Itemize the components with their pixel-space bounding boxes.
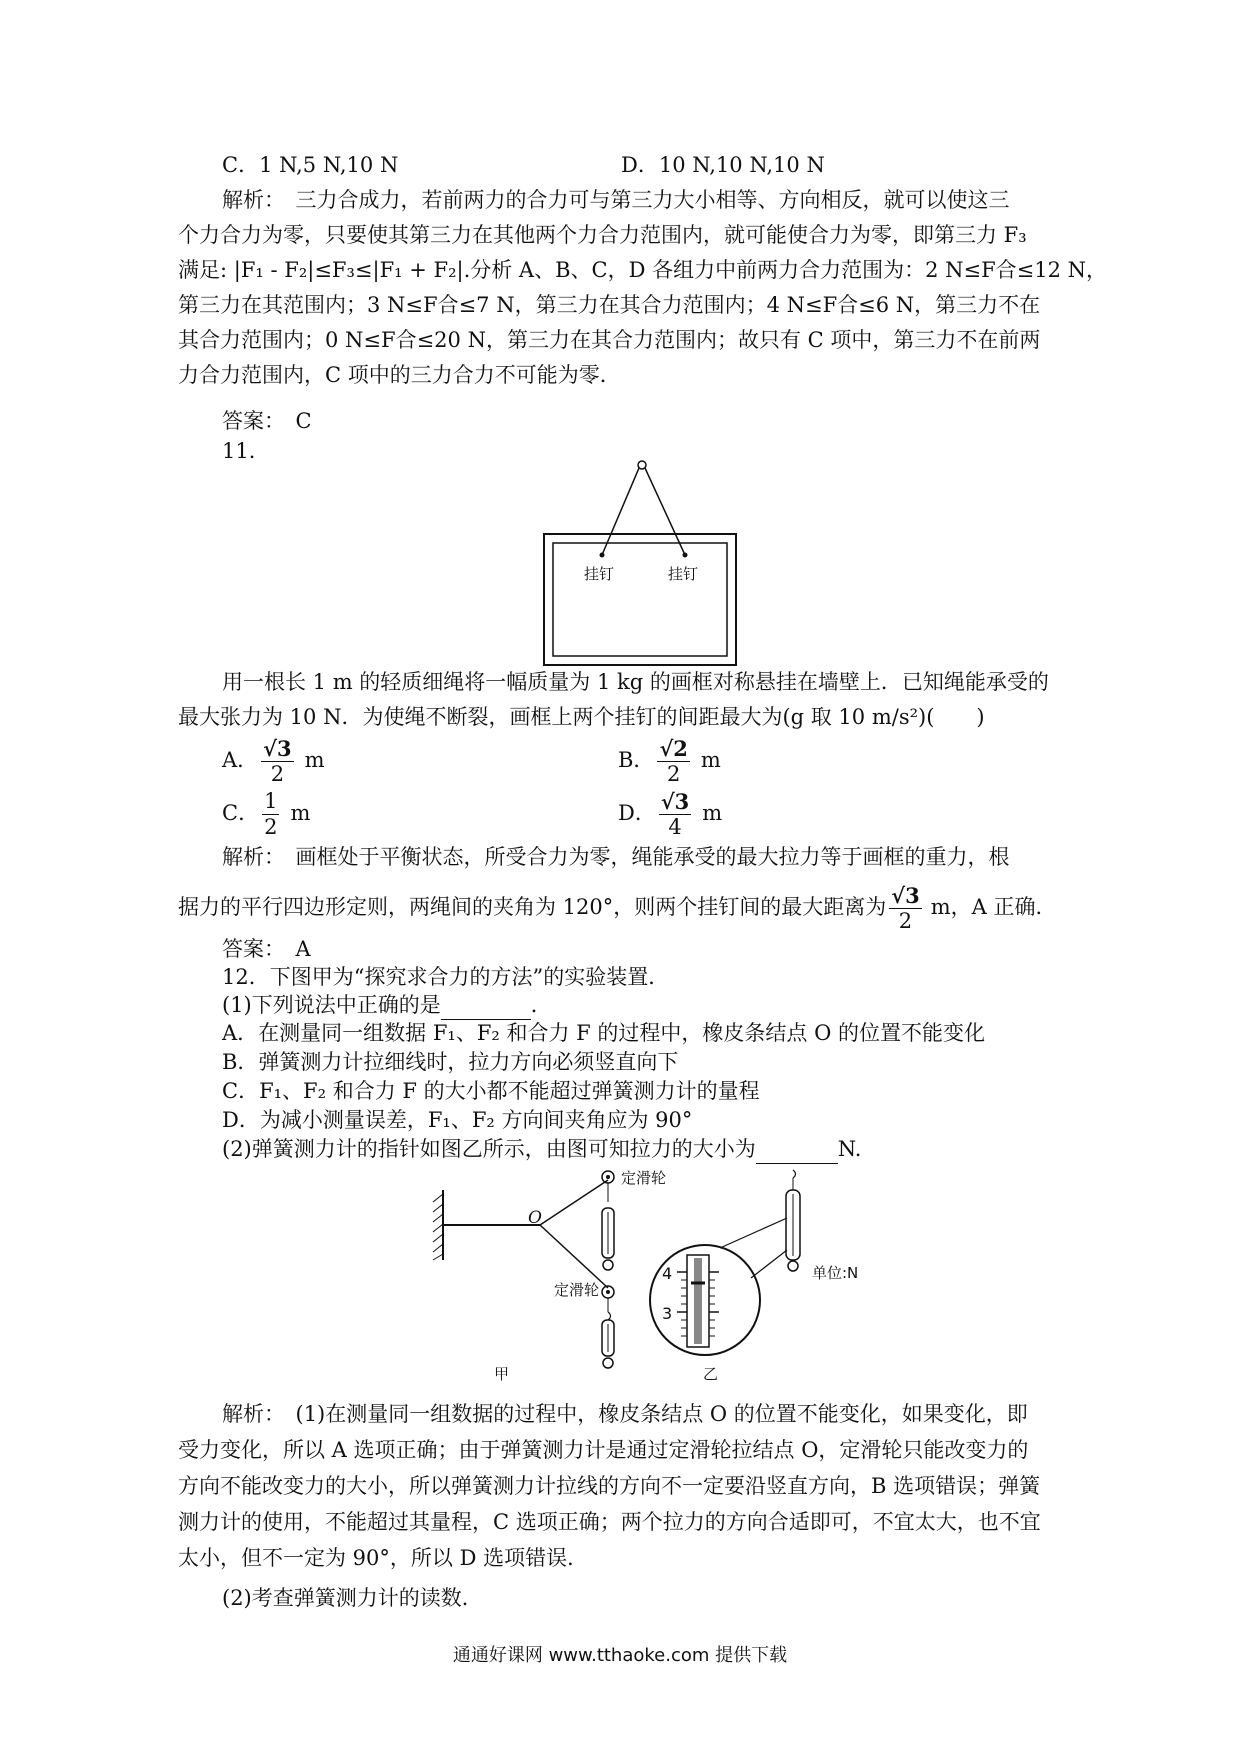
- q12-part2: (2)弹簧测力计的指针如图乙所示，由图可知拉力的大小为 N.: [222, 1134, 861, 1164]
- q12-analysis-line-1: 解析： (1)在测量同一组数据的过程中，橡皮条结点 O 的位置不能变化，如果变化，即: [222, 1402, 1028, 1426]
- experiment-figure: [415, 1160, 835, 1370]
- q10-answer: 答案： C: [222, 409, 312, 433]
- q12-stem: 12．下图甲为“探究求合力的方法”的实验装置．: [222, 965, 670, 989]
- picture-frame-figure: [540, 455, 740, 670]
- figure-yi-label: 乙: [703, 1365, 719, 1383]
- nail-left-icon: [600, 553, 605, 558]
- q11-option-b: B． $\frac{√2}{2}$ m: [618, 736, 721, 786]
- spring-scale-bottom-icon: [602, 1320, 614, 1368]
- option-c-q10: C．1 N,5 N,10 N: [222, 153, 399, 177]
- q12-analysis-line-2: 受力变化，所以 A 选项正确；由于弹簧测力计是通过定滑轮拉结点 O，定滑轮只能改变力的: [178, 1438, 1029, 1462]
- nail-right-label: 挂钉: [668, 565, 699, 583]
- q11-number: 11.: [222, 439, 256, 463]
- fraction: $\frac{√3}{2}$: [263, 736, 292, 786]
- q12-option-d: D．为减小测量误差，F₁、F₂ 方向间夹角应为 90°: [222, 1108, 693, 1132]
- option-letter: B．: [618, 748, 655, 772]
- pulley-bottom-label: 定滑轮: [554, 1281, 600, 1299]
- q10-analysis-line-6: 力合力范围内，C 项中的三力合力不可能为零．: [178, 363, 621, 387]
- frame-inner: [553, 543, 727, 656]
- tick-4-label: 4: [662, 1264, 673, 1283]
- q12-analysis-line-5: 太小，但不一定为 90°，所以 D 选项错误．: [178, 1546, 589, 1570]
- pulley-top-label: 定滑轮: [621, 1169, 667, 1187]
- spring-scale-top-icon: [602, 1208, 614, 1270]
- q10-analysis-line-1: 解析： 三力合成力，若前两力的合力可与第三力大小相等、方向相反，就可以使这三: [222, 188, 1010, 212]
- option-letter: D．: [618, 801, 656, 825]
- node-o-label: O: [528, 1208, 542, 1228]
- page-footer: 通通好课网 www.tthaoke.com 提供下载: [452, 1645, 788, 1666]
- q11-answer: 答案： A: [222, 937, 311, 961]
- option-letter: A．: [222, 748, 259, 772]
- q10-analysis-line-5: 其合力范围内；0 N≤F合≤20 N，第三力在其合力范围内；故只有 C 项中，第三力不在前两: [178, 328, 1041, 352]
- spring-scale-hanging-icon: [786, 1190, 800, 1271]
- q12-analysis-part2: (2)考查弹簧测力计的读数．: [222, 1586, 483, 1610]
- q11-stem-line-1: 用一根长 1 m 的轻质细绳将一幅质量为 1 kg 的画框对称悬挂在墙壁上．已知绳能承受的: [222, 670, 1049, 694]
- hanging-point-icon: [638, 461, 646, 469]
- q12-option-b: B．弹簧测力计拉细线时，拉力方向必须竖直向下: [222, 1050, 679, 1074]
- q10-analysis-line-4: 第三力在其范围内；3 N≤F合≤7 N，第三力在其合力范围内；4 N≤F合≤6 N，第三力不在: [178, 293, 1041, 317]
- q12-analysis-line-4: 测力计的使用，不能超过其量程，C 选项正确；两个拉力的方向合适即可，不宜太大，也不宜: [178, 1510, 1041, 1534]
- q12-option-a: A．在测量同一组数据 F₁、F₂ 和合力 F 的过程中，橡皮条结点 O 的位置不能变化: [222, 1021, 985, 1045]
- q11-stem-line-2: 最大张力为 10 N．为使绳不断裂，画框上两个挂钉的间距最大为(g 取 10 m/s²)( ): [178, 705, 985, 729]
- q12-analysis-line-3: 方向不能改变力的大小，所以弹簧测力计拉线的方向不一定要沿竖直方向，B 选项错误；弹簧: [178, 1474, 1041, 1498]
- fraction: $\frac{√2}{2}$: [659, 736, 688, 786]
- q10-analysis-line-2: 个力合力为零，只要使其第三力在其他两个力合力范围内，就可能使合力为零，即第三力 F₃: [178, 223, 1027, 247]
- q11-option-d: D． $\frac{√3}{4}$ m: [618, 789, 723, 839]
- fraction: $\frac{1}{2}$: [264, 789, 278, 839]
- q10-analysis-line-3: 满足: |F₁ - F₂|≤F₃≤|F₁ + F₂|.分析 A、B、C，D 各组力中前两力合力范围为：2 N≤F合≤12 N，: [178, 258, 1108, 282]
- figure-jia-label: 甲: [494, 1365, 510, 1383]
- frame-outer: [544, 534, 736, 665]
- q11-analysis-line-2: 据力的平行四边形定则，两绳间的夹角为 120°，则两个挂钉间的最大距离为 $\frac{√3}{2}$ m，A 正确．: [178, 883, 1057, 933]
- option-d-q10: D．10 N,10 N,10 N: [621, 153, 825, 177]
- fraction: $\frac{√3}{2}$: [891, 883, 920, 933]
- wall-icon: [433, 1190, 443, 1260]
- q11-option-c: C． $\frac{1}{2}$ m: [222, 789, 311, 839]
- tick-3-label: 3: [662, 1304, 673, 1323]
- answer-blank-1[interactable]: [441, 999, 531, 1020]
- q12-part1: (1)下列说法中正确的是 ．: [222, 990, 552, 1020]
- option-letter: C．: [222, 801, 260, 825]
- fraction: $\frac{√3}{4}$: [660, 789, 690, 839]
- q12-option-c: C．F₁、F₂ 和合力 F 的大小都不能超过弹簧测力计的量程: [222, 1079, 760, 1103]
- q11-analysis-line-1: 解析： 画框处于平衡状态，所受合力为零，绳能承受的最大拉力等于画框的重力，根: [222, 845, 1010, 869]
- nail-right-icon: [683, 553, 688, 558]
- q11-option-a: A． $\frac{√3}{2}$ m: [222, 736, 325, 786]
- unit-label: 单位:N: [812, 1264, 859, 1282]
- nail-left-label: 挂钉: [584, 565, 615, 583]
